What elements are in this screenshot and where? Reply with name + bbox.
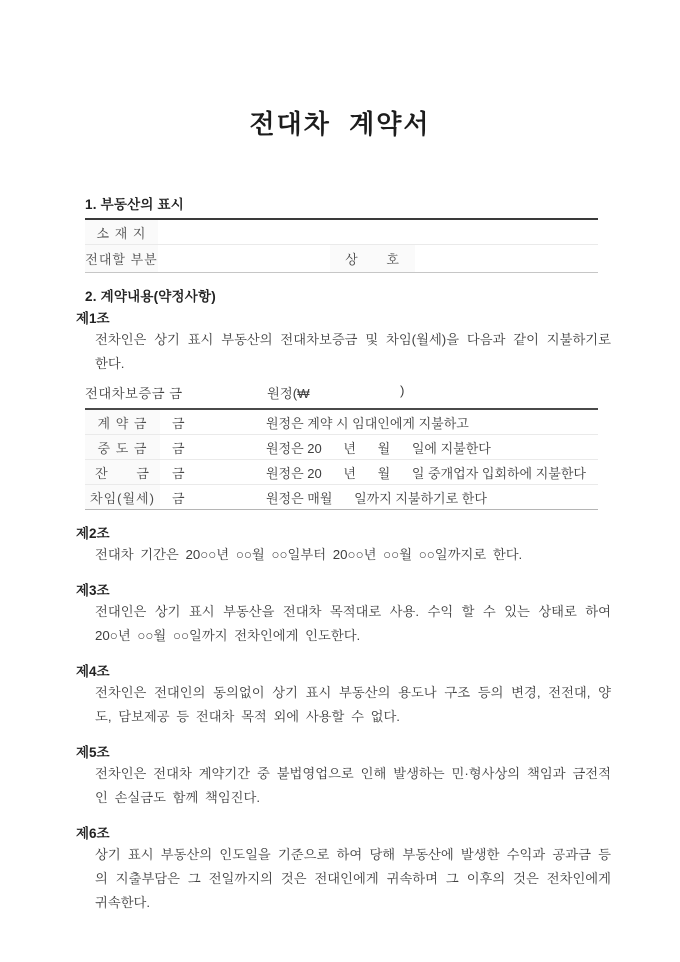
- deposit-amount-line: [85, 381, 598, 404]
- sublease-part-label: 전대할 부분: [85, 245, 158, 273]
- table-row: [85, 245, 598, 273]
- document-title: 전대차 계약서: [249, 109, 431, 139]
- down-payment-terms: 원정은 계약 시 임대인에게 지불하고: [266, 415, 469, 431]
- article-4-text: 전차인은 전대인의 동의없이 상기 표시 부동산의 용도나 구조 등의 변경, 전전대, 양도, 담보제공 등 전대차 목적 외에 사용할 수 없다.: [95, 685, 611, 724]
- article-3: [76, 581, 611, 648]
- location-label: 소 재 지: [85, 219, 158, 245]
- interim-payment-label: 중 도 금: [85, 435, 160, 460]
- article-6-text: 상기 표시 부동산의 인도일을 기준으로 하여 당해 부동산에 발생한 수익과 공과금 등의 지출부담은 그 전일까지의 것은 전대인에게 귀속하며 그 이후의 것은 전차인에게 귀속한다.: [95, 847, 611, 910]
- article-5-number: 제5조: [76, 745, 110, 760]
- trade-name-label: 상 호: [330, 245, 415, 273]
- balance-label: 잔 금: [85, 460, 160, 485]
- table-row-down-payment: [85, 409, 598, 435]
- table-row: [85, 219, 598, 245]
- document-body: [76, 196, 611, 915]
- table-row-monthly-rent: [85, 485, 598, 510]
- article-3-text: 전대인은 상기 표시 부동산을 전대차 목적대로 사용. 수익 할 수 있는 상태로 하여 20○년 ○○월 ○○일까지 전차인에게 인도한다.: [95, 604, 611, 643]
- table-row-interim-payment: [85, 435, 598, 460]
- article-5: [76, 743, 611, 810]
- balance-currency: 금: [160, 460, 266, 485]
- location-value: [158, 219, 598, 245]
- monthly-rent-terms: 원정은 매월 일까지 지불하기로 한다: [266, 485, 598, 510]
- payment-table: [85, 408, 598, 510]
- down-payment-label: 계 약 금: [85, 409, 160, 435]
- article-1-number: 제1조: [76, 311, 110, 326]
- article-1: [76, 309, 611, 376]
- interim-payment-currency: 금: [160, 435, 266, 460]
- table-row-balance: [85, 460, 598, 485]
- deposit-amount-prefix: 원정(₩: [267, 386, 310, 401]
- deposit-amount-suffix: ): [400, 383, 405, 398]
- interim-payment-terms: 원정은 20 년 월 일에 지불한다: [266, 435, 598, 460]
- deposit-label: 전대차보증금 금: [85, 386, 183, 401]
- down-payment-currency: 금: [172, 415, 185, 431]
- article-2-number: 제2조: [76, 526, 110, 541]
- article-3-number: 제3조: [76, 583, 110, 598]
- trade-name-value: [415, 245, 598, 273]
- article-2-text: 전대차 기간은 20○○년 ○○월 ○○일부터 20○○년 ○○월 ○○일까지로 한다.: [95, 547, 523, 562]
- monthly-rent-currency: 금: [160, 485, 266, 510]
- section1-heading: 1. 부동산의 표시: [85, 197, 185, 212]
- section2-heading: 2. 계약내용(약정사항): [85, 289, 216, 304]
- article-1-text: 전차인은 상기 표시 부동산의 전대차보증금 및 차임(월세)을 다음과 같이 지불하기로 한다.: [95, 332, 611, 371]
- article-6: [76, 824, 611, 915]
- article-5-text: 전차인은 전대차 계약기간 중 불법영업으로 인해 발생하는 민·형사상의 책임과 금전적인 손실금도 함께 책임진다.: [95, 766, 611, 805]
- sublease-part-value: [158, 245, 330, 273]
- property-table: [85, 218, 598, 273]
- article-4-number: 제4조: [76, 664, 110, 679]
- balance-terms: 원정은 20 년 월 일 중개업자 입회하에 지불한다: [266, 460, 598, 485]
- article-4: [76, 662, 611, 729]
- monthly-rent-label: 차임(월세): [85, 485, 160, 510]
- article-2: [76, 524, 598, 567]
- article-6-number: 제6조: [76, 826, 110, 841]
